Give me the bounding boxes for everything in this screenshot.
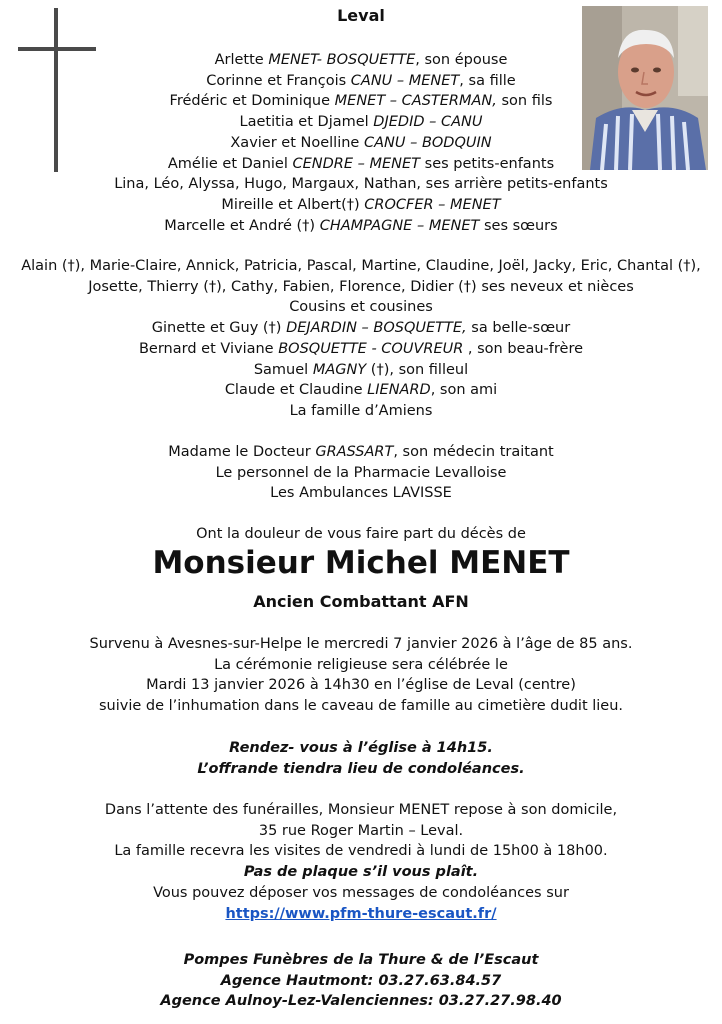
family-line-text: Marcelle et André (†): [164, 217, 320, 234]
family-line: [0, 133, 722, 154]
family-line-surname: GRASSART: [315, 444, 394, 460]
info-line: Dans l’attente des funérailles, Monsieur MENET repose à son domicile,: [104, 802, 618, 818]
family-line-text: La famille d’Amiens: [289, 402, 433, 419]
deceased-title: Ancien Combattant AFN: [253, 592, 469, 611]
family-line: [0, 380, 722, 401]
family-line: [0, 297, 722, 318]
family-line-relation: ses petits-enfants: [420, 155, 555, 172]
detail-line: suivie de l’inhumation dans le caveau de famille au cimetière dudit lieu.: [98, 698, 624, 715]
announcement-intro: Ont la douleur de vous faire part du décès de: [196, 526, 526, 542]
family-line-text: Les Ambulances LAVISSE: [270, 485, 452, 502]
family-line: [0, 463, 722, 484]
family-line-surname: MENET – CASTERMAN,: [334, 93, 497, 110]
family-line-text: Cousins et cousines: [289, 299, 433, 316]
caregivers-list: [0, 442, 722, 504]
family-line-surname: MAGNY: [312, 361, 367, 378]
family-line-text: Corinne et François: [206, 72, 351, 89]
family-line: [0, 154, 722, 175]
family-line: [0, 112, 722, 133]
family-line-surname: LIENARD: [367, 382, 431, 399]
family-line-text: Laetitia et Djamel: [239, 114, 374, 131]
family-line-relation: , son ami: [430, 382, 498, 399]
family-line-relation: (†), son filleul: [366, 361, 469, 378]
family-line-surname: DEJARDIN – BOSQUETTE,: [286, 320, 467, 337]
funeral-home-footer: [0, 950, 722, 1012]
info-line: Vous pouvez déposer vos messages de condoléances sur: [153, 884, 569, 901]
family-line: [0, 318, 722, 339]
info-line: 35 rue Roger Martin – Leval.: [258, 822, 464, 839]
info-line: La famille recevra les visites de vendredi à lundi de 15h00 à 18h00.: [114, 843, 608, 860]
family-line-surname: CENDRE – MENET: [292, 155, 421, 172]
family-line-text: Le personnel de la Pharmacie Levalloise: [215, 464, 507, 481]
family-line-relation: , son épouse: [415, 52, 508, 68]
family-line-relation: , sa fille: [459, 72, 516, 89]
family-line-surname: CANU – MENET: [350, 72, 460, 89]
family-line-surname: CROCFER – MENET: [364, 196, 501, 213]
info-line-no-plaque: Pas de plaque s’il vous plaît.: [243, 864, 479, 881]
family-line-text: Arlette: [214, 52, 269, 68]
detail-line: La cérémonie religieuse sera célébrée le: [214, 656, 508, 673]
footer-line: Agence Hautmont: 03.27.63.84.57: [220, 972, 502, 989]
family-list-extended: [0, 256, 722, 422]
family-line-text: Josette, Thierry (†), Cathy, Fabien, Florence, Didier (†) ses neveux et nièces: [88, 278, 634, 295]
family-list-immediate: [0, 50, 722, 236]
family-line-surname: CHAMPAGNE – MENET: [319, 217, 480, 234]
family-line: [0, 256, 722, 277]
family-line-text: Amélie et Daniel: [167, 155, 293, 172]
family-line-text: Mireille et Albert(†): [221, 196, 365, 213]
family-line: [0, 50, 722, 71]
family-line: [0, 174, 722, 195]
family-line-surname: BOSQUETTE - COUVREUR: [278, 340, 464, 357]
family-line: [0, 401, 722, 422]
family-line-text: Madame le Docteur: [168, 444, 316, 460]
family-line-surname: MENET- BOSQUETTE: [268, 52, 416, 68]
family-line-relation: son fils: [496, 93, 553, 110]
ceremony-notes: [0, 738, 722, 779]
family-line-relation: sa belle-sœur: [466, 320, 571, 337]
family-line-text: Xavier et Noelline: [230, 134, 364, 151]
village-title: Leval: [337, 6, 385, 25]
footer-line: Pompes Funèbres de la Thure & de l’Escaut: [183, 952, 539, 968]
condolences-link[interactable]: https://www.pfm-thure-escaut.fr/: [225, 905, 497, 922]
note-line: Rendez- vous à l’église à 14h15.: [229, 740, 493, 756]
detail-line: Mardi 13 janvier 2026 à 14h30 en l’église de Leval (centre): [146, 677, 576, 694]
family-line-text: Alain (†), Marie-Claire, Annick, Patricia, Pascal, Martine, Claudine, Joël, Jacky, Eric, Chantal (†),: [21, 258, 701, 274]
footer-line: Agence Aulnoy-Lez-Valenciennes: 03.27.27.98.40: [160, 993, 562, 1010]
detail-line: Survenu à Avesnes-sur-Helpe le mercredi 7 janvier 2026 à l’âge de 85 ans.: [89, 636, 633, 652]
family-line: [0, 195, 722, 216]
family-line: [0, 442, 722, 463]
note-line: L’offrande tiendra lieu de condoléances.: [197, 760, 525, 777]
family-line: [0, 216, 722, 237]
ceremony-details: [0, 634, 722, 717]
family-line: [0, 71, 722, 92]
family-line-text: Claude et Claudine: [224, 382, 368, 399]
family-line: [0, 483, 722, 504]
family-line: [0, 91, 722, 112]
family-line-text: Samuel: [253, 361, 313, 378]
family-line: [0, 360, 722, 381]
family-line-relation: , son médecin traitant: [393, 444, 554, 460]
family-line-relation: ses sœurs: [479, 217, 558, 234]
family-line-text: Bernard et Viviane: [138, 340, 279, 357]
family-line-relation: , son beau-frère: [463, 340, 584, 357]
family-line-text: Frédéric et Dominique: [169, 93, 335, 110]
family-line-surname: DJEDID – CANU: [373, 114, 483, 131]
family-line: [0, 339, 722, 360]
deceased-name: Monsieur Michel MENET: [152, 545, 570, 581]
visit-info: [0, 800, 722, 924]
family-line: [0, 277, 722, 298]
family-line-text: Ginette et Guy (†): [151, 320, 287, 337]
family-line-surname: CANU – BODQUIN: [363, 134, 492, 151]
family-line-text: Lina, Léo, Alyssa, Hugo, Margaux, Nathan, ses arrière petits-enfants: [114, 176, 608, 193]
